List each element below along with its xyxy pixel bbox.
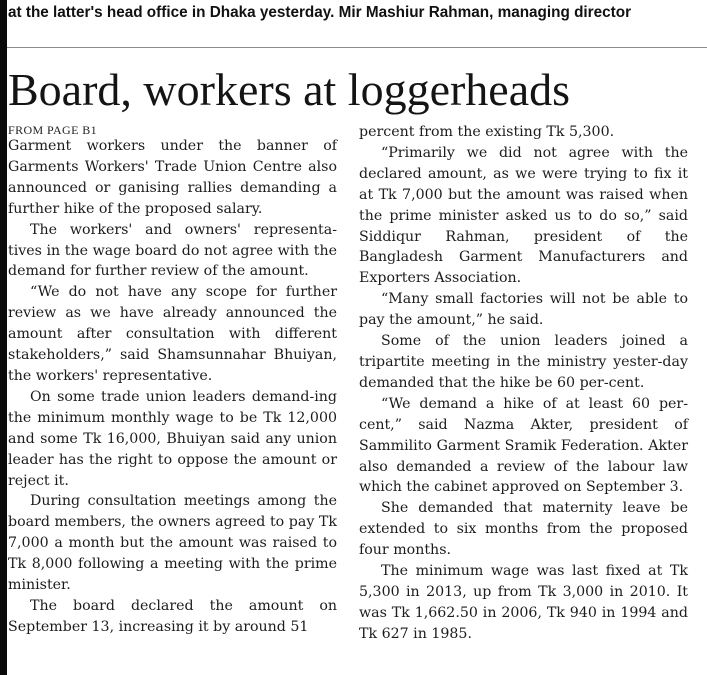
paragraph: “We do not have any scope for further review as we have already announced the amount after consultation with different stakeholders,” said Shamsunnahar Bhuiyan, the workers' representative. bbox=[8, 284, 337, 384]
paragraph: Garment workers under the banner of Garments Workers' Trade Union Centre also announced or ganising rallies demanding a further hike of the proposed salary. bbox=[8, 138, 337, 217]
paragraph: The workers' and owners' representa-tives in the wage board do not agree with the demand for further review of the amount. bbox=[8, 221, 337, 280]
paragraph: percent from the existing Tk 5,300. bbox=[359, 124, 615, 140]
previous-story-tail: at the latter's head office in Dhaka yesterday. Mir Mashiur Rahman, managing director bbox=[8, 4, 632, 21]
paragraph: During consultation meetings among the board members, the owners agreed to pay Tk 7,000 a month but the amount was raised to Tk 8,000 following a meeting with the prime minister. bbox=[8, 493, 337, 594]
article-column-left bbox=[8, 136, 337, 638]
jump-line: FROM PAGE B1 bbox=[8, 123, 98, 137]
paragraph: On some trade union leaders demand-ing the minimum monthly wage to be Tk 12,000 and some Tk 16,000, Bhuiyan said any union leader has the right to oppose the amount or reject it. bbox=[8, 388, 337, 489]
headline: Board, workers at loggerheads bbox=[8, 64, 571, 115]
paragraph: “Primarily we did not agree with the declared amount, as we were trying to fix it at Tk 7,000 but the amount was raised when the prime minister asked us to do so,” said Siddiqur Rahman, president of the Bangladesh Garment Manufacturers and Exporters Association. bbox=[359, 144, 688, 287]
paragraph: Some of the union leaders joined a tripartite meeting in the ministry yester-day demanded that the hike be 60 per-cent. bbox=[359, 333, 688, 391]
paragraph: The board declared the amount on September 13, increasing it by around 51 bbox=[8, 597, 337, 635]
paragraph: “We demand a hike of at least 60 per-cent,” said Nazma Akter, president of Sammilito Garment Sramik Federation. Akter also demanded a review of the labour law which the cabinet approved on September 3. bbox=[359, 395, 688, 496]
paragraph: “Many small factories will not be able to pay the amount,” he said. bbox=[359, 291, 688, 329]
paragraph: She demanded that maternity leave be extended to six months from the proposed four months. bbox=[359, 500, 688, 559]
article-column-right bbox=[359, 122, 688, 645]
section-divider bbox=[7, 47, 707, 48]
paragraph: The minimum wage was last fixed at Tk 5,300 in 2013, up from Tk 3,000 in 2010. It was Tk 1,662.50 in 2006, Tk 940 in 1994 and Tk 627 in 1985. bbox=[359, 563, 688, 642]
left-margin-bar bbox=[0, 0, 7, 675]
